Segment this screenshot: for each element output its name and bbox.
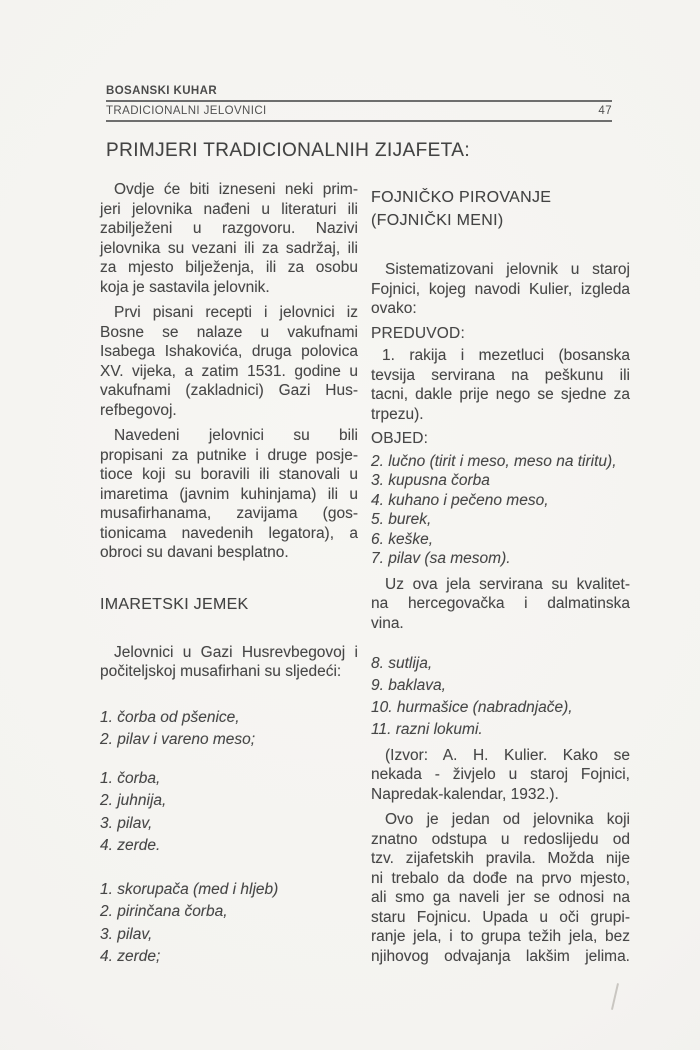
text-line: Isabega Ishakovića, druga polovica: [100, 343, 358, 360]
text-line: jeri jelovnika nađeni u literaturi ili: [100, 200, 358, 218]
text-line: ranje jela, i to grupa težih jela, bez: [371, 928, 630, 945]
text-line: koja je sastavila jelovnik.: [100, 278, 270, 296]
menu-item: 3. kupusna čorba: [371, 472, 490, 489]
menu-item: 4. kuhano i pečeno meso,: [371, 491, 549, 509]
paragraph-closing-comment: [371, 810, 630, 966]
header-row: [106, 105, 612, 117]
paragraph-imaretski-intro: [100, 643, 358, 682]
text-line: refbegovoj.: [100, 401, 177, 419]
menu-list-gazi-husrevbeg: [100, 708, 358, 750]
text-line: obroci su davani besplatno.: [100, 544, 289, 561]
menu-item: 4. zerde;: [100, 948, 161, 965]
text-line: ovako:: [371, 300, 417, 317]
text-line: 1. rakija i mezetluci (bosanska: [382, 347, 630, 364]
page-header: [106, 86, 612, 122]
menu-list-objed: [371, 452, 630, 569]
menu-item: 2. lučno (tirit i meso, meso na tiritu),: [371, 452, 617, 470]
paragraph-imaret-meals: [100, 426, 358, 563]
text-line: tacni, dakle prije nego se sjedne za: [371, 386, 630, 403]
menu-item: 4. zerde.: [100, 837, 161, 854]
menu-item: 1. čorba od pšenice,: [100, 708, 240, 726]
text-line: na hercegovačka i dalmatinska: [371, 595, 630, 612]
menu-item: 5. burek,: [371, 511, 432, 528]
menu-list-third: [100, 880, 358, 967]
text-line: Uz ova jela servirana su kvalitet-: [385, 575, 630, 593]
text-line: trpezu).: [371, 405, 424, 423]
text-line: Ovdje će biti izneseni neki prim-: [114, 181, 358, 198]
text-line: ali smo ga naveli jer se odnosi na: [371, 889, 630, 906]
text-line: znatno odstupa u redoslijedu od: [371, 830, 630, 848]
menu-item: 1. skorupača (med i hljeb): [100, 880, 279, 898]
menu-item: 2. pilav i vareno meso;: [100, 731, 256, 748]
menu-item: 3. pilav,: [100, 925, 153, 943]
menu-item: 3. pilav,: [100, 814, 153, 832]
text-line: musafirhanama, zavijama (gos-: [100, 505, 358, 522]
page-number: 47: [598, 105, 612, 117]
text-line: zabilježeni u razgovoru. Nazivi: [100, 220, 358, 237]
menu-item: 2. pirinčana čorba,: [100, 903, 228, 920]
paragraph-preduvod-item: [371, 346, 630, 424]
text-line: jelovnika su vezani ili za sadržaj, ili: [100, 239, 358, 257]
text-line: XV. vijeka, a zatim 1531. godine u: [100, 362, 358, 380]
paragraph-examples-intro: [100, 180, 358, 297]
text-line: nekada - živjelo u staroj Fojnici,: [371, 766, 630, 783]
text-line: počiteljskoj musafirhani su sljedeći:: [100, 663, 342, 680]
menu-list-second: [100, 769, 358, 856]
left-column: [100, 180, 358, 970]
text-line: tevsija servirana na peškunu ili: [371, 366, 630, 384]
paragraph-wine-note: [371, 575, 630, 634]
text-line: Jelovnici u Gazi Husrevbegovoj i: [114, 643, 358, 661]
text-line: tzv. zijafetskih pravila. Možda nije: [371, 850, 630, 867]
text-line: tioce koji su boravili ili stanovali u: [100, 466, 358, 483]
right-column: [371, 186, 630, 966]
section-heading-fojnicko-pirovanje: [371, 186, 630, 232]
menu-list-desserts: [371, 654, 630, 740]
text-line: (Izvor: A. H. Kulier. Kako se: [385, 746, 630, 764]
paragraph-fojnica-intro: [371, 260, 630, 319]
chapter-title: TRADICIONALNI JELOVNICI: [106, 105, 267, 117]
two-column-layout: [0, 180, 700, 970]
text-line: tionicama navedenih legatora), a: [100, 524, 358, 542]
preduvod-label: PREDUVOD:: [371, 324, 465, 342]
objed-label: OBJED:: [371, 430, 429, 447]
menu-item: 2. juhnija,: [100, 792, 167, 809]
page-title: PRIMJERI TRADICIONALNIH ZIJAFETA:: [106, 140, 471, 161]
text-line: Napredak-kalendar, 1932.).: [371, 785, 559, 803]
scan-artifact-slash: [611, 983, 619, 1010]
text-line: ni trebalo da dođe na prvo mjesto,: [371, 869, 630, 887]
menu-item: 8. sutlija,: [371, 655, 433, 672]
text-line: Fojnici, kojeg navodi Kulier, izgleda: [371, 280, 630, 298]
menu-item: 11. razni lokumi.: [371, 721, 483, 738]
menu-item: 9. baklava,: [371, 677, 446, 694]
text-line: vakufnami (zakladnici) Gazi Hus-: [100, 382, 358, 399]
section-heading-imaretski-jemek: IMARETSKI JEMEK: [100, 595, 249, 613]
paragraph-first-recipes: [100, 303, 358, 420]
menu-item: 6. keške,: [371, 530, 434, 548]
menu-item: 7. pilav (sa mesom).: [371, 550, 511, 567]
heading-line-1: FOJNIČKO PIROVANJE: [371, 189, 552, 206]
text-line: Ovo je jedan od jelovnika koji: [385, 811, 630, 828]
text-line: propisani za putnike i druge posje-: [100, 446, 358, 464]
paragraph-source-note: [371, 746, 630, 805]
text-line: imaretima (javnim kuhinjama) ili u: [100, 485, 358, 503]
text-line: Sistematizovani jelovnik u staroj: [385, 261, 630, 278]
header-rule-top: [106, 100, 612, 102]
heading-line-2: (FOJNIČKI MENI): [371, 212, 504, 229]
text-line: staru Fojnicu. Upada u oči grupi-: [371, 908, 630, 926]
text-line: za mjesto bilježenja, ili za osobu: [100, 259, 358, 276]
text-line: Prvi pisani recepti i jelovnici iz: [114, 304, 358, 321]
book-title: BOSANSKI KUHAR: [106, 85, 218, 97]
menu-item: 1. čorba,: [100, 769, 161, 787]
text-line: Bosne se nalaze u vakufnami: [100, 323, 358, 341]
header-rule-bottom: [106, 120, 612, 122]
text-line: vina.: [371, 614, 404, 632]
text-line: njihovog odvajanja lakšim jelima.: [371, 947, 630, 965]
text-line: Navedeni jelovnici su bili: [114, 427, 358, 444]
menu-item: 10. hurmašice (nabradnjače),: [371, 699, 573, 716]
